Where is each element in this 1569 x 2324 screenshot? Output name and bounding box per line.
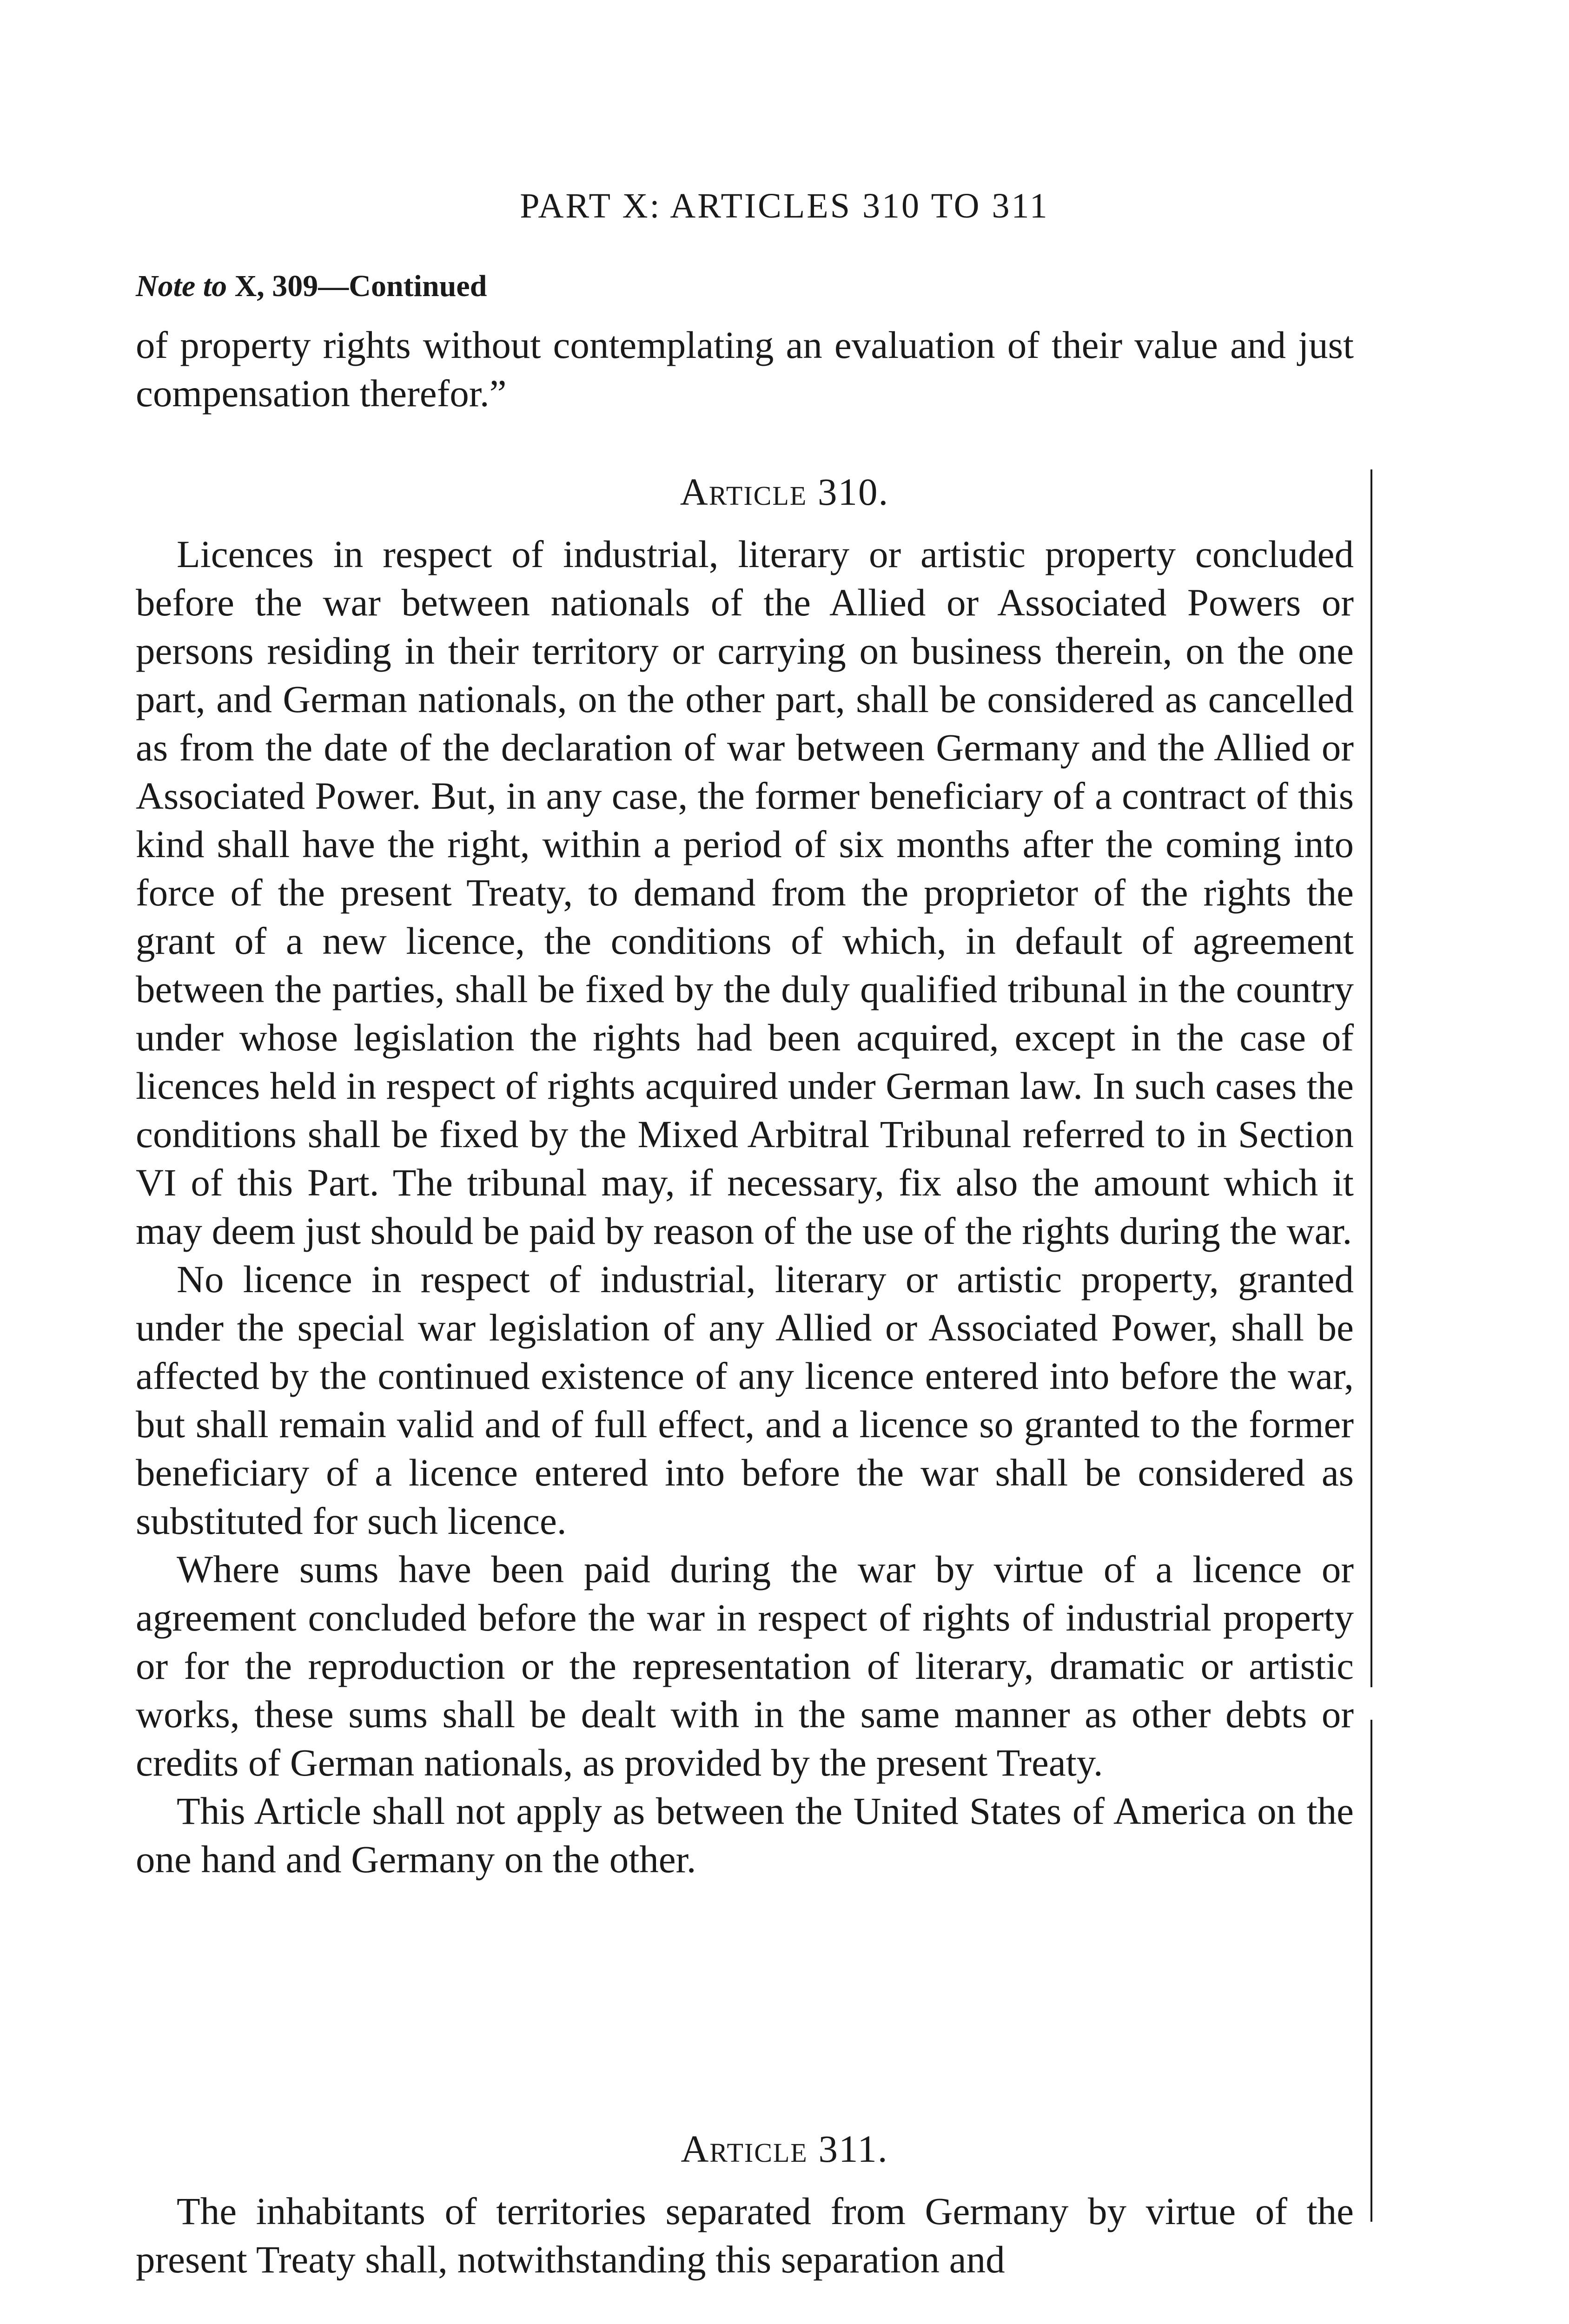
article-311-body xyxy=(136,2187,1354,2284)
article-310-heading: Article 310. xyxy=(680,470,889,513)
article-310-paragraph-3: Where sums have been paid during the war by virtue of a licence or agreement concluded before the war in respect of rights of industrial property or for the reproduction or the representation of literary, dramatic or artistic works, these sums shall be dealt with in the same manner as other debts or credits of German nationals, as provided by the present Treaty. xyxy=(136,1548,1354,1784)
article-310-paragraph-1: Licences in respect of industrial, literary or artistic property concluded before the war between nationals of the Allied or Associated Powers or persons residing in their territory or carrying on business therein, on the one part, and German nationals, on the other part, shall be considered as cancelled as from the date of the declaration of war between Germany and the Allied or Associated Power. But, in any case, the former beneficiary of a contract of this kind shall have the right, within a period of six months after the coming into force of the present Treaty, to demand from the proprietor of the rights the grant of a new licence, the conditions of which, in default of agreement between the parties, shall be fixed by the duly qualified tribunal in the country under whose legislation the rights had been acquired, except in the case of licences held in respect of rights acquired under German law. In such cases the conditions shall be fixed by the Mixed Arbitral Tribunal referred to in Section VI of this Part. The tribunal may, if necessary, fix also the amount which it may deem just should be paid by reason of the use of the rights during the war. xyxy=(136,533,1354,1252)
article-310-body xyxy=(136,530,1354,1883)
article-311-paragraph-1: The inhabitants of territories separated from Germany by virtue of the present Treaty shall, notwithstanding this separation and xyxy=(136,2190,1354,2281)
article-310-paragraph-4: This Article shall not apply as between the United States of America on the one hand and Germany on the other. xyxy=(136,1789,1354,1881)
article-311-heading: Article 311. xyxy=(681,2127,888,2170)
note-reference-text: X, 309—Continued xyxy=(234,269,487,303)
note-reference-prefix: Note to xyxy=(136,269,227,303)
continuation-paragraph: of property rights without contemplating an evaluation of their value and just compensation therefor.” xyxy=(136,324,1354,415)
article-310-paragraph-2: No licence in respect of industrial, literary or artistic property, granted under the special war legislation of any Allied or Associated Power, shall be affected by the continued existence of any licence entered into before the war, but shall remain valid and of full effect, and a licence so granted to the former beneficiary of a licence entered into before the war shall be considered as substituted for such licence. xyxy=(136,1258,1354,1542)
running-head: PART X: ARTICLES 310 TO 311 xyxy=(520,186,1049,225)
note-reference xyxy=(136,269,487,304)
note-continuation xyxy=(136,321,1354,417)
margin-rule xyxy=(1370,469,1372,1687)
